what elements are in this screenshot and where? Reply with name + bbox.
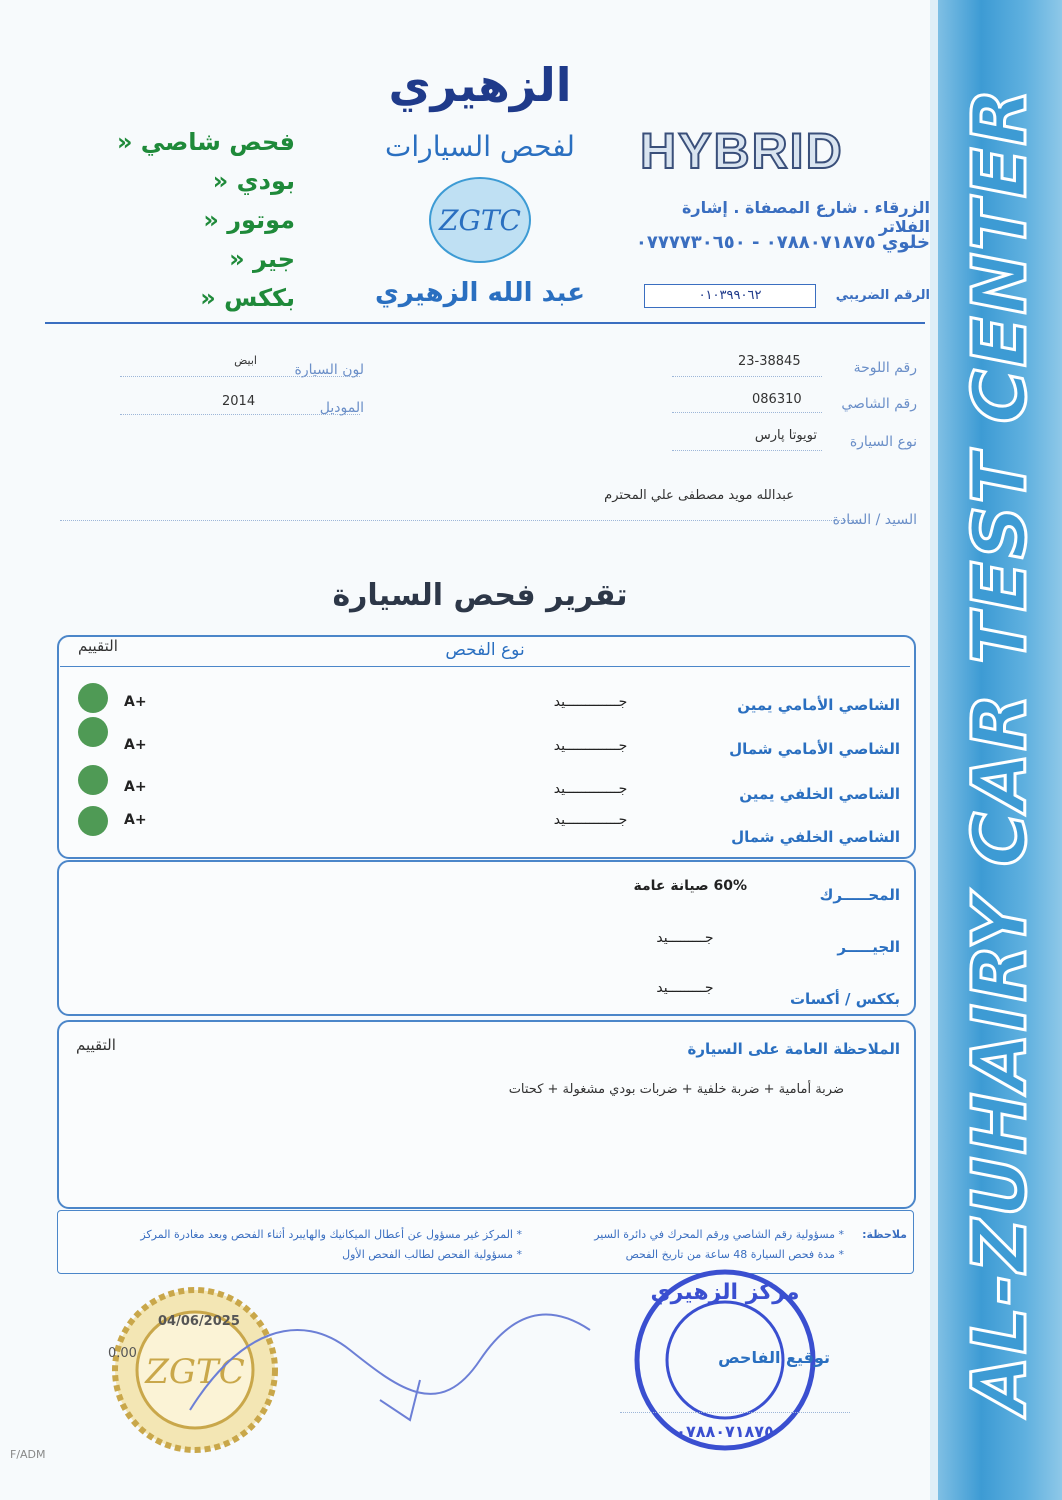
car-type-label: نوع السيارة bbox=[849, 434, 917, 450]
grade-dot-icon bbox=[78, 806, 108, 836]
zgtc-logo-icon bbox=[425, 175, 535, 265]
inspection-date: 04/06/2025 bbox=[158, 1314, 240, 1329]
grade-dot-icon bbox=[78, 683, 108, 713]
general-note-text: ضربة أمامية + ضربة خلفية + ضربات بودي مشغولة + كحتات bbox=[508, 1082, 844, 1097]
front-right-chassis-grade: A+ bbox=[124, 694, 147, 710]
signature-icon bbox=[180, 1290, 600, 1430]
front-left-chassis-result: جـــــــــــــيد bbox=[553, 738, 628, 754]
grade-dot-icon bbox=[78, 765, 108, 795]
plate-label: رقم اللوحة bbox=[853, 360, 917, 376]
tax-number-row bbox=[640, 284, 930, 312]
footer-note-right-2: * مدة فحص السيارة 48 ساعة من تاريخ الفحص bbox=[625, 1248, 844, 1261]
gear-label: الجيـــــر bbox=[837, 938, 900, 956]
gear-result: جـــــــــيد bbox=[656, 930, 714, 946]
address: الزرقاء . شارع المصفاة . إشارة الفلاتر bbox=[681, 198, 930, 236]
brand-subtitle: لفحص السيارات bbox=[385, 130, 575, 163]
tax-label: الرقم الضريبي bbox=[835, 288, 930, 303]
inspection-type-header: نوع الفحص bbox=[445, 640, 525, 660]
amount-value: 0.00 bbox=[108, 1346, 137, 1361]
model-label: الموديل bbox=[319, 400, 364, 416]
tax-number bbox=[644, 284, 817, 308]
front-right-chassis-result: جـــــــــــــيد bbox=[553, 694, 628, 710]
rear-right-chassis-grade: A+ bbox=[124, 779, 147, 795]
footer-note-right-1: * مسؤولية رقم الشاصي ورقم المحرك في دائرة السير bbox=[594, 1228, 844, 1241]
front-right-chassis-label: الشاصي الأمامي يمين bbox=[737, 696, 900, 714]
footer-note-label: ملاحظة: bbox=[862, 1228, 907, 1241]
customer-value: عبدالله مويد مصطفى علي المحترم bbox=[604, 488, 794, 503]
side-banner-edge bbox=[930, 0, 938, 1500]
rear-right-chassis-result: جـــــــــــــيد bbox=[553, 781, 628, 797]
header-divider bbox=[45, 322, 925, 324]
owner-name: عبد الله الزهيري bbox=[374, 278, 586, 308]
plate-line bbox=[672, 376, 822, 377]
service-item: فحص شاصي « bbox=[116, 128, 295, 156]
general-note-rating-label: التقييم bbox=[76, 1036, 116, 1054]
service-item: بودي « bbox=[212, 167, 295, 195]
brand-name: الزهيري bbox=[388, 58, 572, 112]
rear-right-chassis-label: الشاصي الخلفي يمين bbox=[739, 785, 900, 803]
car-type-line bbox=[672, 450, 822, 451]
svg-text:HYBRID: HYBRID bbox=[640, 123, 844, 179]
services-list bbox=[55, 128, 295, 323]
chassis-label: رقم الشاصي bbox=[841, 396, 917, 412]
hybrid-logo bbox=[640, 118, 930, 182]
rear-left-chassis-label: الشاصي الخلفي شمال bbox=[731, 828, 900, 846]
service-item: بككس « bbox=[200, 284, 295, 312]
plate-value: 23-38845 bbox=[738, 354, 801, 369]
section1-header-line bbox=[60, 666, 910, 667]
service-item: موتور « bbox=[203, 206, 295, 234]
front-left-chassis-grade: A+ bbox=[124, 737, 147, 753]
model-line bbox=[120, 414, 360, 415]
rear-left-chassis-grade: A+ bbox=[124, 812, 147, 828]
phone-numbers: خلوي ٠٧٨٨٠٧١٨٧٥ - ٠٧٧٧٧٣٠٦٥٠ bbox=[635, 232, 930, 253]
color-line bbox=[120, 376, 360, 377]
color-label: لون السيارة bbox=[294, 362, 364, 378]
side-banner-text: AL-ZUHAIRY CAR TEST CENTER bbox=[957, 86, 1043, 1414]
customer-label: السيد / السادة bbox=[832, 512, 917, 528]
car-type-value: تويوتا پارس bbox=[754, 428, 817, 443]
customer-line bbox=[60, 520, 860, 521]
rear-left-chassis-result: جـــــــــــــيد bbox=[553, 812, 628, 828]
color-value: ابيض bbox=[234, 354, 257, 367]
model-value: 2014 bbox=[222, 394, 256, 409]
mechanical-inspection-box bbox=[57, 860, 916, 1016]
form-code: F/ADM bbox=[10, 1448, 46, 1461]
footer-note-left-2: * مسؤولية الفحص لطالب الفحص الأول bbox=[342, 1248, 522, 1261]
axles-label: بككس / أكسات bbox=[789, 990, 900, 1008]
axles-result: جـــــــــيد bbox=[656, 980, 714, 996]
rating-label: التقييم bbox=[78, 637, 118, 655]
grade-dot-icon bbox=[78, 717, 108, 747]
footer-note-left-1: * المركز غير مسؤول عن أعطال الميكانيك والهايبرد أثناء الفحص وبعد مغادرة المركز bbox=[140, 1228, 522, 1241]
chassis-value: 086310 bbox=[752, 392, 802, 407]
engine-label: المحـــــرك bbox=[819, 886, 900, 904]
front-left-chassis-label: الشاصي الأمامي شمال bbox=[729, 740, 900, 758]
general-note-label: الملاحظة العامة على السيارة bbox=[687, 1040, 900, 1058]
svg-text:ZGTC: ZGTC bbox=[145, 1352, 245, 1392]
engine-result: 60% صيانة عامة bbox=[633, 878, 747, 894]
report-title: تقرير فحص السيارة bbox=[332, 578, 628, 613]
tax-number-value: ٠١٠٣٩٩٠٦٢ bbox=[644, 284, 816, 308]
service-item: جير « bbox=[229, 245, 295, 273]
svg-text:مركز الزهيري: مركز الزهيري bbox=[650, 1280, 800, 1305]
signature-label: توقيع الفاحص bbox=[718, 1348, 830, 1367]
chassis-line bbox=[672, 412, 822, 413]
signature-line bbox=[620, 1412, 850, 1413]
svg-text:٠٧٨٨٠٧١٨٧٥: ٠٧٨٨٠٧١٨٧٥ bbox=[676, 1422, 774, 1441]
logo-text: ZGTC bbox=[439, 204, 521, 237]
